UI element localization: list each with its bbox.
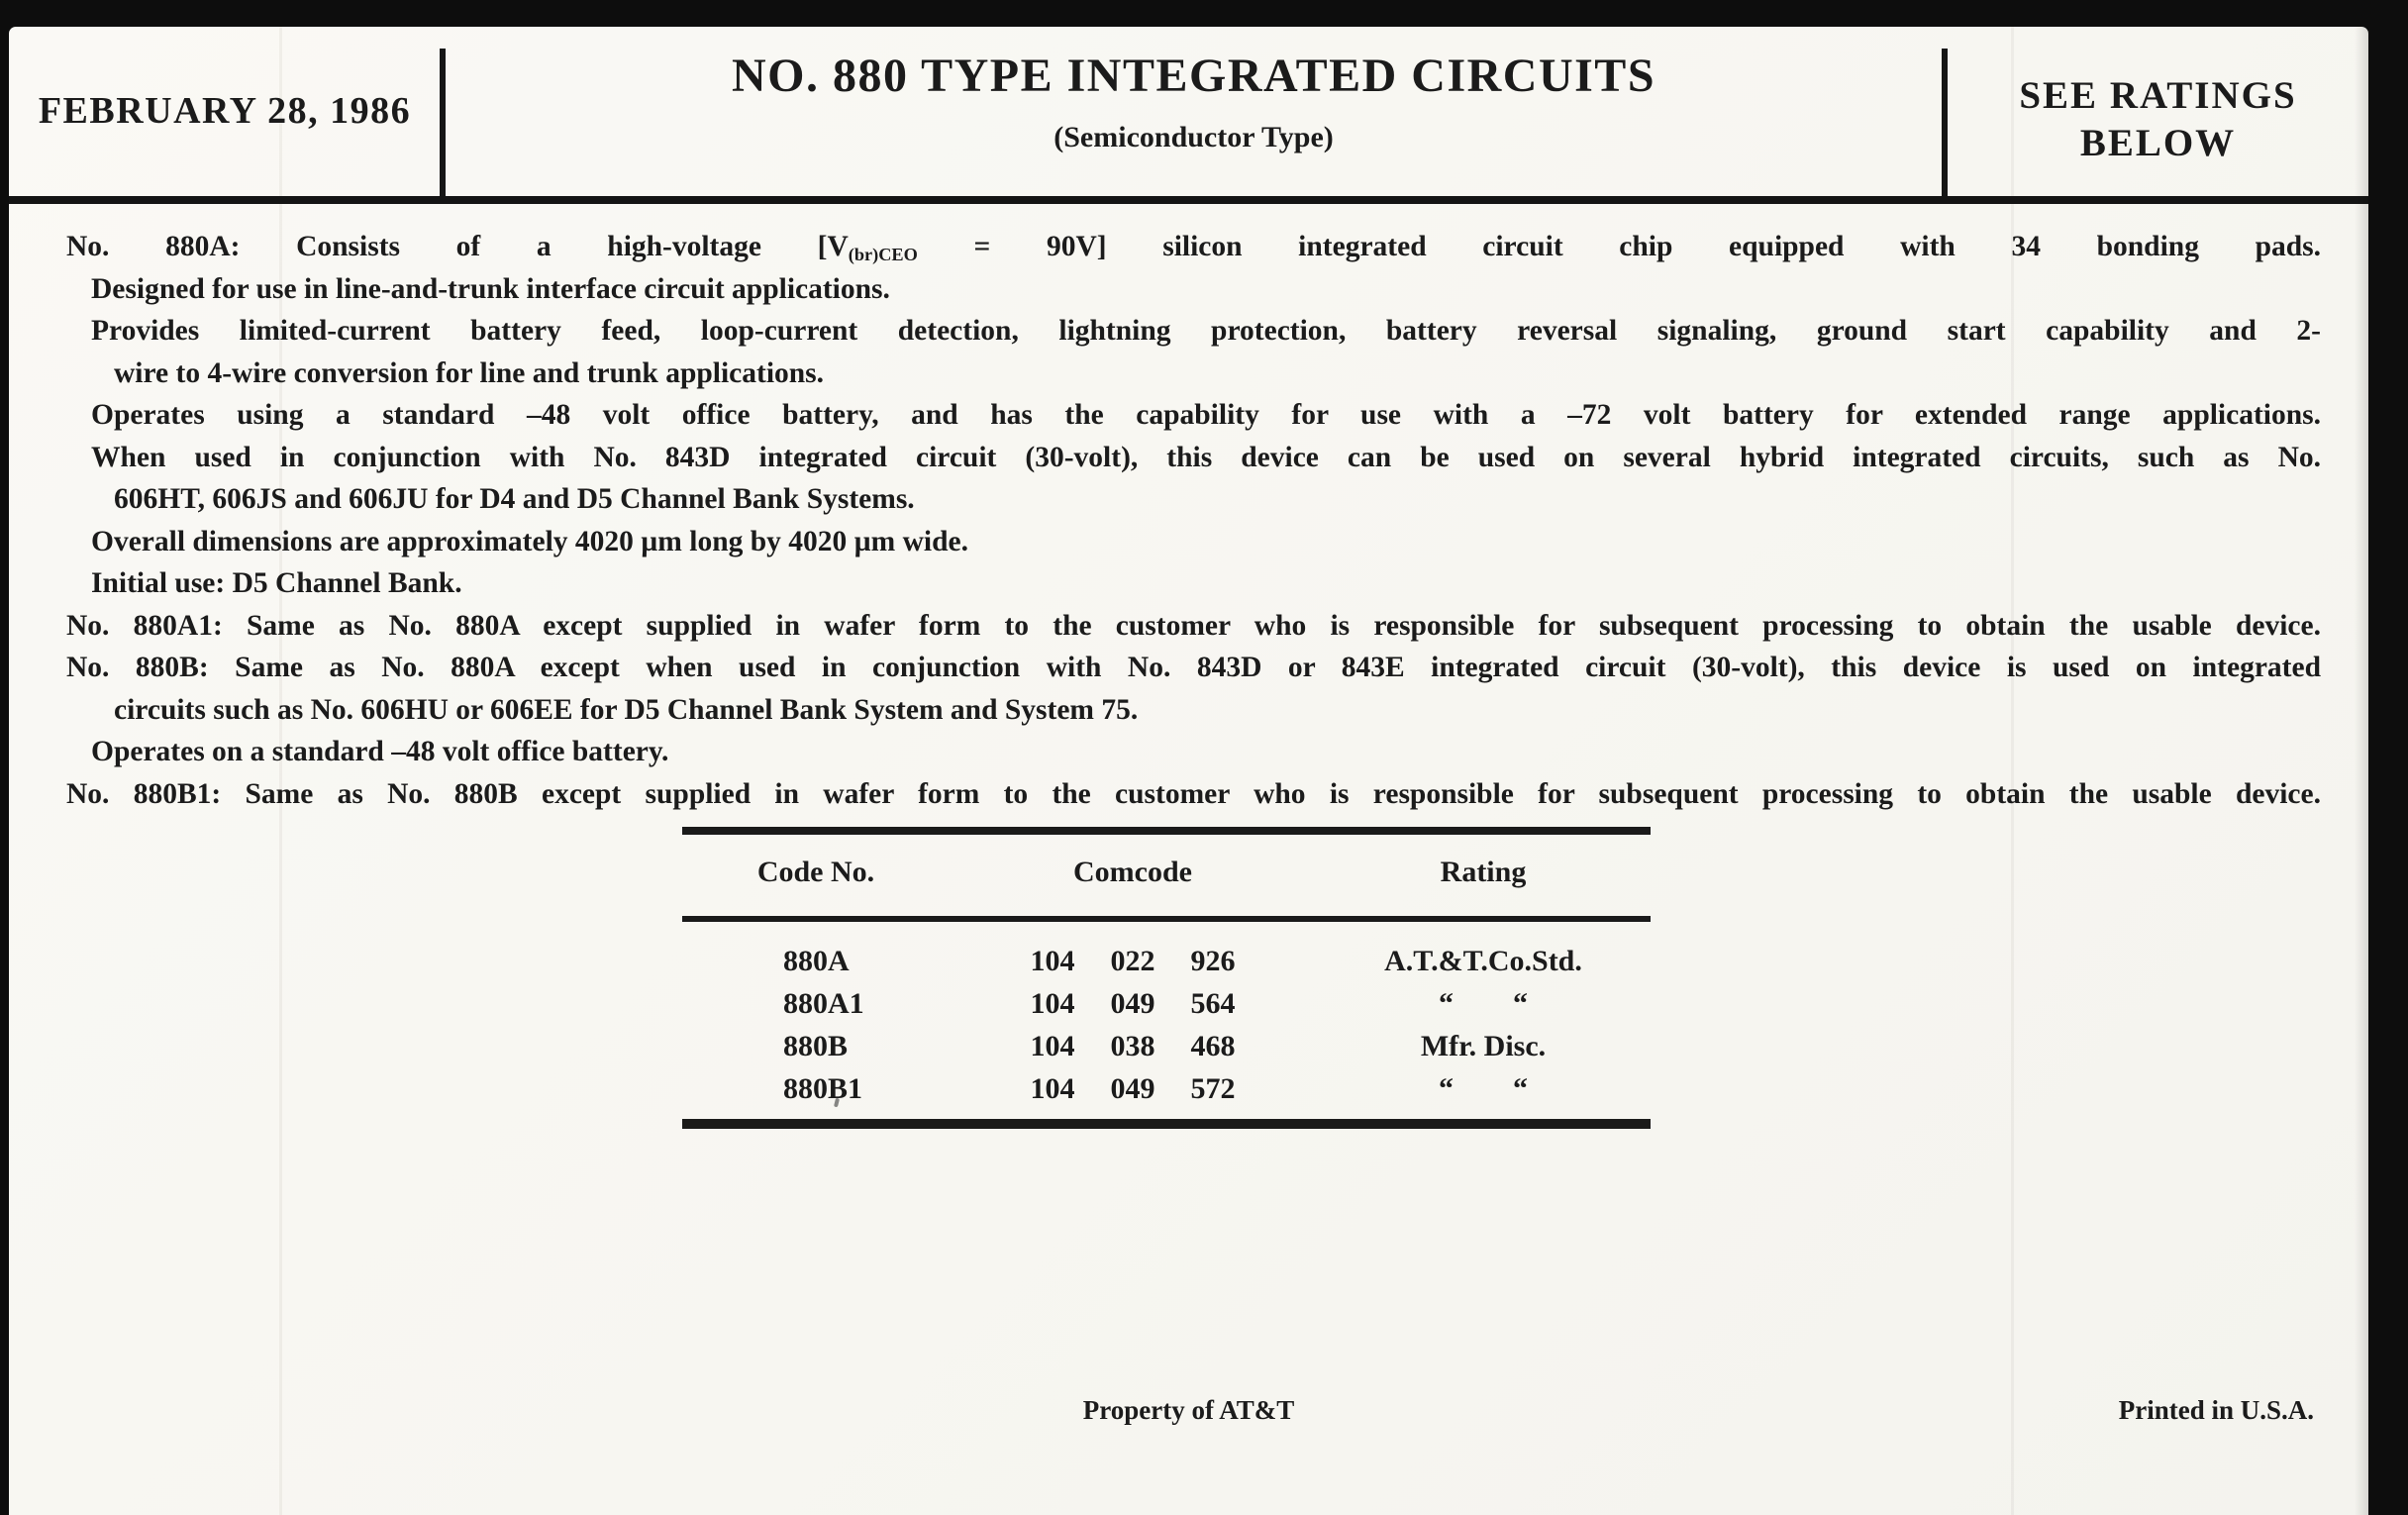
- cell-rating: A.T.&T.Co.Std.: [1384, 945, 1582, 977]
- body-line: Provides limited-current battery feed, loop-current detection, lightning protection, battery reversal signaling, ground start capability and 2-: [91, 315, 2321, 347]
- body-line: circuits such as No. 606HU or 606EE for D5 Channel Bank System and System 75.: [114, 693, 1139, 726]
- cell-comcode: [950, 982, 1316, 1025]
- cell-comcode: [950, 1025, 1316, 1067]
- comcode-group: 564: [1190, 987, 1236, 1020]
- body-line-post: = 90V] silicon integrated circuit chip equipped with 34 bonding pads.: [917, 231, 2321, 262]
- ratings-note-line1: SEE RATINGS: [2019, 74, 2297, 117]
- table-header-code: Code No.: [756, 856, 875, 888]
- cell-rating-ditto: “ “: [1439, 987, 1528, 1020]
- document-page: [9, 27, 2368, 1515]
- comcode-group: 104: [1030, 945, 1075, 977]
- comcode-group: 926: [1190, 945, 1236, 977]
- table-rule-bottom: [682, 1119, 1651, 1129]
- ratings-note: [1948, 72, 2368, 167]
- cell-code: 880B1: [783, 1072, 863, 1105]
- comcode-group: 104: [1030, 1072, 1075, 1105]
- table-row: [682, 982, 1651, 1025]
- footer-property-notice: Property of AT&T: [1082, 1395, 1295, 1425]
- table-row: [682, 1067, 1651, 1110]
- comcode-group: 038: [1110, 1030, 1155, 1062]
- body-line: Overall dimensions are approximately 4020 µm long by 4020 µm wide.: [91, 525, 968, 557]
- comcode-group: 572: [1190, 1072, 1236, 1105]
- comcode-group: 049: [1110, 1072, 1155, 1105]
- table-header-comcode: Comcode: [1073, 856, 1192, 888]
- table-rule-top: [682, 827, 1651, 835]
- body-line: No. 880A1: Same as No. 880A except supplied in wafer form to the customer who is responsible for subsequent processing to obtain the usable device.: [66, 609, 2321, 642]
- body-line: No. 880B1: Same as No. 880B except supplied in wafer form to the customer who is responsible for subsequent processing to obtain the usable device.: [66, 777, 2321, 810]
- cell-code: 880A: [783, 945, 850, 977]
- body-line: [66, 226, 2321, 268]
- table-body: [682, 940, 1651, 1110]
- body-line: Operates using a standard –48 volt office battery, and has the capability for use with a –72 volt battery for extended range applications.: [91, 399, 2321, 431]
- comcode-group: 049: [1110, 987, 1155, 1020]
- cell-rating: Mfr. Disc.: [1420, 1030, 1547, 1062]
- cell-comcode: [950, 1067, 1316, 1110]
- body-line: 606HT, 606JS and 606JU for D4 and D5 Channel Bank Systems.: [114, 483, 915, 515]
- document-date: FEBRUARY 28, 1986: [38, 90, 412, 132]
- comcode-group: 104: [1030, 987, 1075, 1020]
- header-title-cell: [446, 27, 1942, 155]
- body-line: No. 880B: Same as No. 880A except when used in conjunction with No. 843D or 843E integrated circuit (30-volt), this device is used on integrated: [66, 652, 2321, 683]
- cell-rating-ditto: “ “: [1439, 1072, 1528, 1105]
- header-rule: [9, 196, 2368, 204]
- table-header-row: [682, 853, 1651, 892]
- comcode-group: 104: [1030, 1030, 1075, 1062]
- table-header-rating: Rating: [1440, 856, 1527, 888]
- ratings-note-line2: BELOW: [2079, 122, 2237, 164]
- footer-printed-notice: Printed in U.S.A.: [2118, 1395, 2314, 1425]
- table-row: [682, 1025, 1651, 1067]
- document-subtitle: (Semiconductor Type): [1054, 121, 1334, 153]
- subscript-vbrceo: (br)CEO: [848, 245, 918, 265]
- body-line: Designed for use in line-and-trunk interface circuit applications.: [91, 272, 890, 305]
- cell-comcode: [950, 940, 1316, 982]
- cell-code: 880A1: [783, 987, 864, 1020]
- body-line: wire to 4-wire conversion for line and trunk applications.: [114, 356, 825, 389]
- body-line: When used in conjunction with No. 843D integrated circuit (30-volt), this device can be used on several hybrid integrated circuits, such as No.: [91, 441, 2321, 473]
- body-line-pre: No. 880A: Consists of a high-voltage [V: [66, 231, 849, 262]
- document-title: NO. 880 TYPE INTEGRATED CIRCUITS: [731, 50, 1656, 102]
- table-row: [682, 940, 1651, 982]
- body-line: Initial use: D5 Channel Bank.: [91, 567, 462, 599]
- body-line: Operates on a standard –48 volt office battery.: [91, 736, 669, 767]
- body-text: [66, 226, 2321, 815]
- comcode-group: 022: [1110, 945, 1155, 977]
- cell-code: 880B: [783, 1030, 849, 1062]
- table-rule-mid: [682, 916, 1651, 922]
- page-edge-shadow: [2355, 27, 2368, 1515]
- comcode-group: 468: [1190, 1030, 1236, 1062]
